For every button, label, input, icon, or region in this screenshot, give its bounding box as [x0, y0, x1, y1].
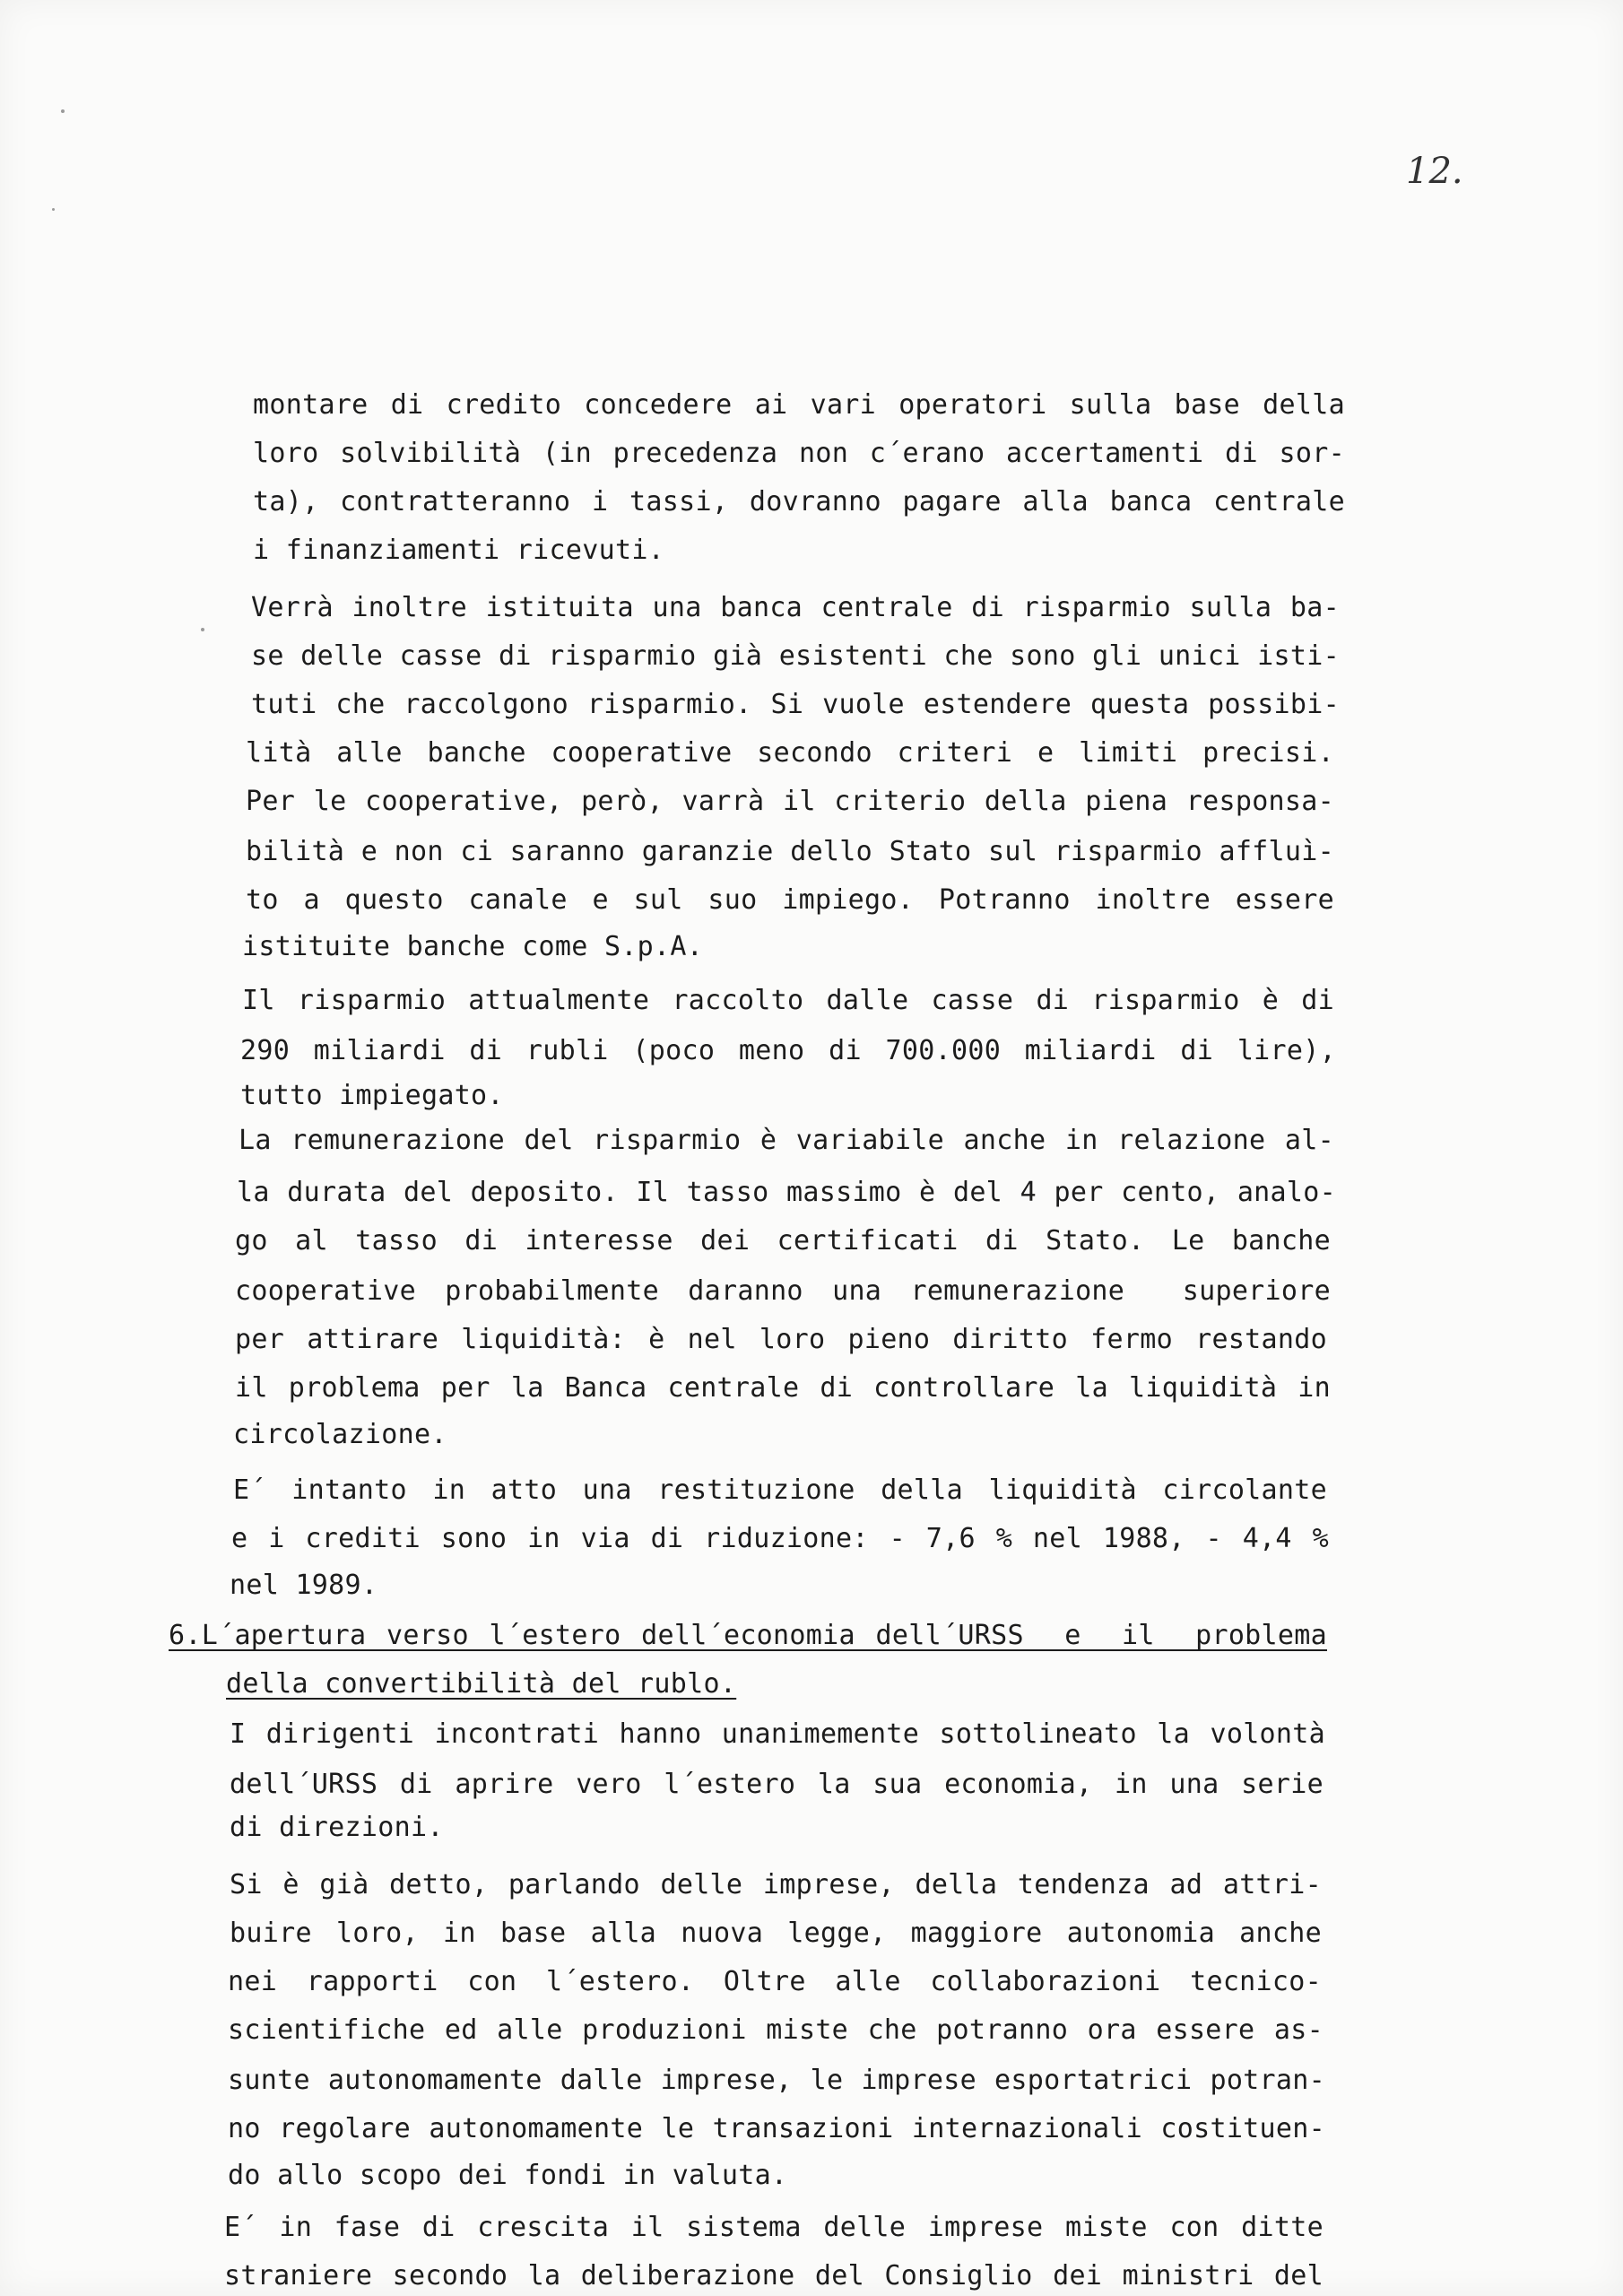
page-number: 12. — [1406, 151, 1463, 192]
text-line: buire loro, in base alla nuova legge, maggiore autonomia anche — [230, 1918, 1322, 1949]
text-line: dell´URSS di aprire vero l´estero la sua economia, in una serie — [230, 1769, 1324, 1800]
scan-speck — [201, 628, 204, 631]
text-line: tutto impiegato. — [240, 1080, 504, 1111]
text-line: I dirigenti incontrati hanno unanimemente sottolineato la volontà — [230, 1718, 1325, 1750]
text-line: montare di credito concedere ai vari operatori sulla base della — [253, 389, 1345, 421]
text-line: Verrà inoltre istituita una banca centrale di risparmio sulla ba- — [251, 592, 1340, 623]
text-line: Per le cooperative, però, varrà il criterio della piena responsa- — [246, 786, 1334, 817]
text-line: circolazione. — [233, 1419, 447, 1450]
scan-speck — [52, 208, 55, 211]
text-line: nei rapporti con l´estero. Oltre alle collaborazioni tecnico- — [228, 1966, 1322, 1997]
section-heading: 6.L´apertura verso l´estero dell´economia dell´URSS e il problema — [169, 1620, 1327, 1651]
text-line: E´ in fase di crescita il sistema delle imprese miste con ditte — [224, 2212, 1324, 2243]
text-line: nel 1989. — [230, 1570, 378, 1601]
text-line: e i crediti sono in via di riduzione: - 7,6 % nel 1988, - 4,4 % — [231, 1523, 1329, 1554]
text-line: bilità e non ci saranno garanzie dello Stato sul risparmio affluì- — [246, 836, 1334, 867]
text-line: lità alle banche cooperative secondo criteri e limiti precisi. — [246, 737, 1334, 769]
text-line: sunte autonomamente dalle imprese, le imprese esportatrici potran- — [228, 2065, 1325, 2096]
text-line: go al tasso di interesse dei certificati di Stato. Le banche — [235, 1225, 1331, 1257]
text-line: se delle casse di risparmio già esistenti che sono gli unici isti- — [251, 640, 1340, 672]
text-line: to a questo canale e sul suo impiego. Potranno inoltre essere — [246, 884, 1334, 916]
text-line: straniere secondo la deliberazione del Consiglio dei ministri del — [224, 2260, 1324, 2292]
text-line: ta), contratteranno i tassi, dovranno pagare alla banca centrale — [253, 486, 1345, 517]
text-line: 290 miliardi di rubli (poco meno di 700.000 miliardi di lire), — [240, 1035, 1336, 1066]
text-line: do allo scopo dei fondi in valuta. — [228, 2160, 788, 2191]
text-line: loro solvibilità (in precedenza non c´erano accertamenti di sor- — [253, 438, 1345, 469]
text-line: cooperative probabilmente daranno una remunerazione superiore — [235, 1275, 1331, 1307]
text-line: La remunerazione del risparmio è variabile anche in relazione al- — [239, 1125, 1334, 1156]
text-line: Si è già detto, parlando delle imprese, della tendenza ad attri- — [230, 1869, 1322, 1900]
text-line: il problema per la Banca centrale di controllare la liquidità in — [235, 1372, 1331, 1404]
scan-speck — [61, 109, 65, 113]
text-line: istituite banche come S.p.A. — [242, 931, 704, 962]
text-line: i finanziamenti ricevuti. — [253, 535, 665, 566]
text-line: Il risparmio attualmente raccolto dalle casse di risparmio è di — [242, 985, 1334, 1016]
text-line: tuti che raccolgono risparmio. Si vuole estendere questa possibi- — [251, 689, 1340, 720]
text-line: di direzioni. — [230, 1812, 444, 1843]
text-line: E´ intanto in atto una restituzione della liquidità circolante — [233, 1474, 1327, 1506]
text-line: no regolare autonomamente le transazioni internazionali costituen- — [228, 2113, 1325, 2144]
text-line: la durata del deposito. Il tasso massimo è del 4 per cento, analo- — [237, 1177, 1336, 1208]
text-line: per attirare liquidità: è nel loro pieno diritto fermo restando — [235, 1324, 1327, 1355]
text-line: scientifiche ed alle produzioni miste che potranno ora essere as- — [228, 2014, 1324, 2046]
section-heading: della convertibilità del rublo. — [226, 1668, 737, 1700]
